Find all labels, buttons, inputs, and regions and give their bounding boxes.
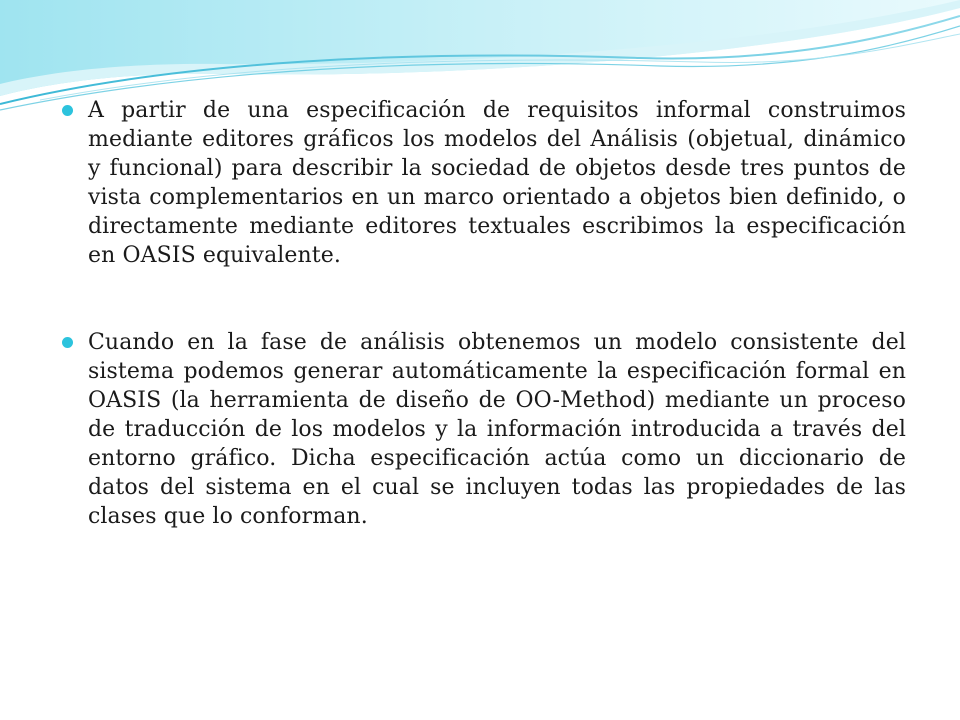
bullet-dot-icon — [62, 337, 73, 348]
bullet-dot-icon — [62, 105, 73, 116]
bullet-item — [62, 328, 906, 531]
bullet-list — [62, 96, 906, 531]
bullet-text: Cuando en la fase de análisis obtenemos un modelo consistente del sistema podemos generar automáticamente la especificación formal en OASIS (la herramienta de diseño de OO-Method) mediante un proceso de traducción de los modelos y la información introducida a través del entorno gráfico. Dicha especificación actúa como un diccionario de datos del sistema en el cual se incluyen todas las propiedades de las clases que lo conforman. — [88, 330, 906, 529]
bullet-item — [62, 96, 906, 270]
bullet-text: A partir de una especificación de requisitos informal construimos mediante editores gráficos los modelos del Análisis (objetual, dinámico y funcional) para describir la sociedad de objetos desde tres puntos de vista complementarios en un marco orientado a objetos bien definido, o directamente mediante editores textuales escribimos la especificación en OASIS equivalente. — [88, 98, 906, 268]
